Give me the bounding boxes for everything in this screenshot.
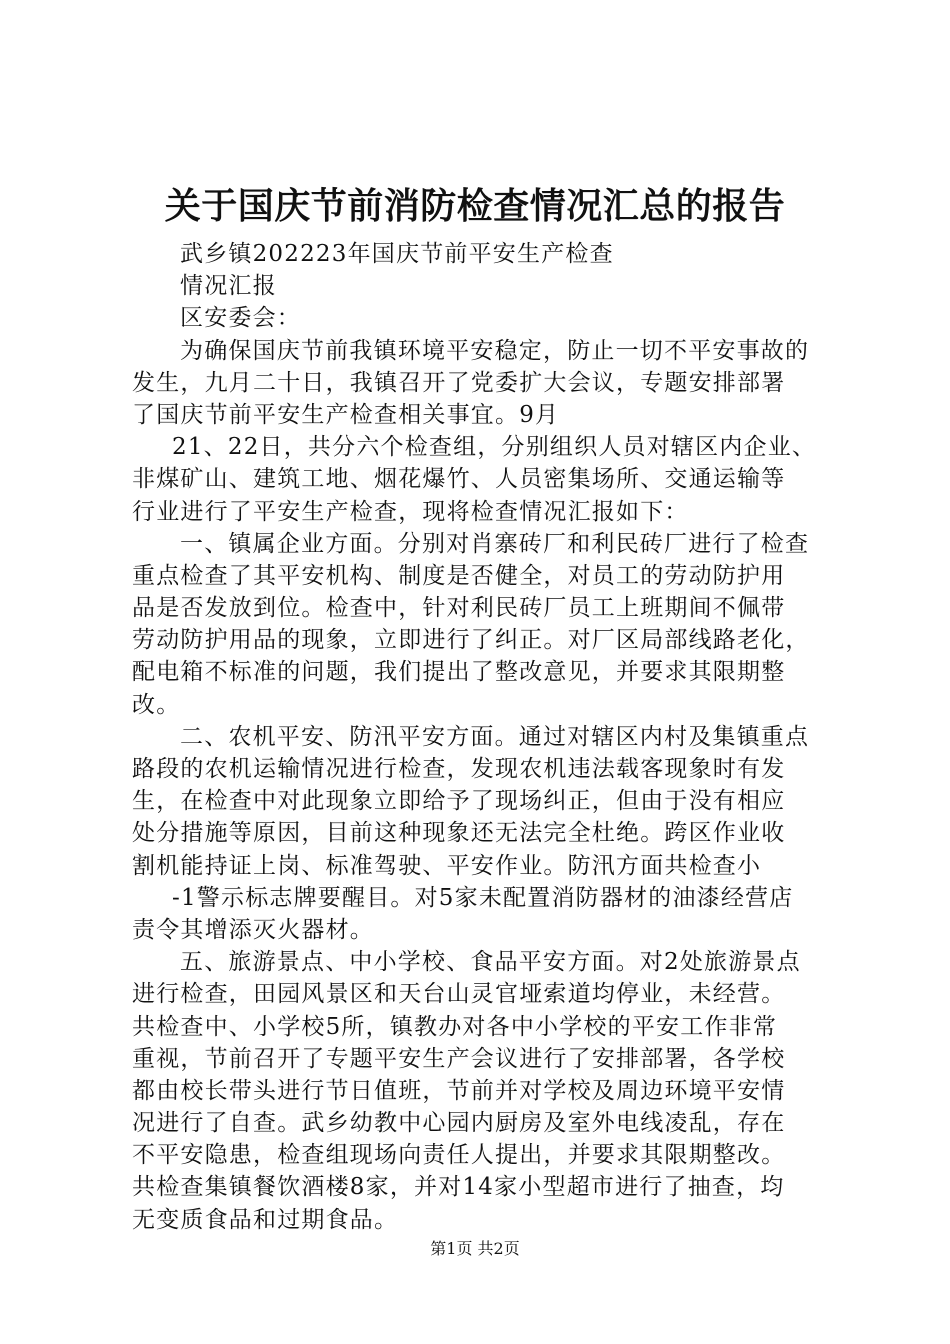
paragraph-line: 品是否发放到位。检查中，针对利民砖厂员工上班期间不佩带 (132, 595, 786, 622)
paragraph-line: 共检查集镇餐饮酒楼8家，并对14家小型超市进行了抽查，均 (132, 1174, 785, 1201)
paragraph-line: 无变质食品和过期食品。 (132, 1206, 399, 1233)
subtitle-line: 武乡镇202223年国庆节前平安生产检查 (180, 241, 614, 267)
paragraph-line: 配电箱不标准的问题，我们提出了整改意见，并要求其限期整 (132, 659, 786, 686)
paragraph-line: 了国庆节前平安生产检查相关事宜。9月 (132, 401, 560, 428)
paragraph-line: 重视，节前召开了专题平安生产会议进行了安排部署，各学校 (132, 1045, 786, 1072)
paragraph-line: 生，在检查中对此现象立即给予了现场纠正，但由于没有相应 (132, 788, 786, 815)
paragraph-line: 重点检查了其平安机构、制度是否健全，对员工的劳动防护用 (132, 562, 786, 589)
paragraph-line: 路段的农机运输情况进行检查，发现农机违法载客现象时有发 (132, 756, 786, 782)
document-body (132, 238, 832, 1236)
paragraph-line: 劳动防护用品的现象，立即进行了纠正。对厂区局部线路老化， (132, 627, 810, 654)
subtitle-line: 情况汇报 (180, 273, 277, 300)
paragraph-line: 割机能持证上岗、标准驾驶、平安作业。防汛方面共检查小 (132, 852, 762, 879)
paragraph-line: 进行检查，田园风景区和天台山灵官垭索道均停业，未经营。 (132, 981, 786, 1008)
paragraph-line: 五、旅游景点、中小学校、食品平安方面。对2处旅游景点 (180, 949, 801, 976)
page-number-footer: 第1页 共2页 (430, 1239, 520, 1258)
paragraph-line: 都由校长带头进行节日值班，节前并对学校及周边环境平安情 (132, 1077, 786, 1104)
salutation: 区安委会： (180, 305, 301, 332)
paragraph-line: 共检查中、小学校5所，镇教办对各中小学校的平安工作非常 (132, 1013, 778, 1040)
paragraph-line: 21、22日，共分六个检查组，分别组织人员对辖区内企业、 (172, 434, 817, 461)
paragraph-line: 改。 (132, 691, 181, 718)
paragraph-line: 处分措施等原因，目前这种现象还无法完全杜绝。跨区作业收 (132, 820, 786, 847)
paragraph-line: 非煤矿山、建筑工地、烟花爆竹、人员密集场所、交通运输等 (132, 466, 786, 493)
paragraph-line: 况进行了自查。武乡幼教中心园内厨房及室外电线凌乱，存在 (132, 1110, 786, 1137)
paragraph-line: 责令其增添灭火器材。 (132, 916, 374, 943)
paragraph-line: 不平安隐患，检查组现场向责任人提出，并要求其限期整改。 (132, 1142, 786, 1169)
paragraph-line: -1警示标志牌要醒目。对5家未配置消防器材的油漆经营店 (172, 884, 794, 911)
document-title: 关于国庆节前消防检查情况汇总的报告 (164, 185, 786, 227)
paragraph-line: 一、镇属企业方面。分别对肖寨砖厂和利民砖厂进行了检查 (180, 530, 810, 557)
paragraph-line: 二、农机平安、防汛平安方面。通过对辖区内村及集镇重点 (180, 723, 810, 750)
paragraph-line: 发生，九月二十日，我镇召开了党委扩大会议，专题安排部署 (132, 369, 786, 396)
paragraph-line: 行业进行了平安生产检查，现将检查情况汇报如下： (132, 498, 689, 525)
paragraph-line: 为确保国庆节前我镇环境平安稳定，防止一切不平安事故的 (180, 337, 810, 364)
